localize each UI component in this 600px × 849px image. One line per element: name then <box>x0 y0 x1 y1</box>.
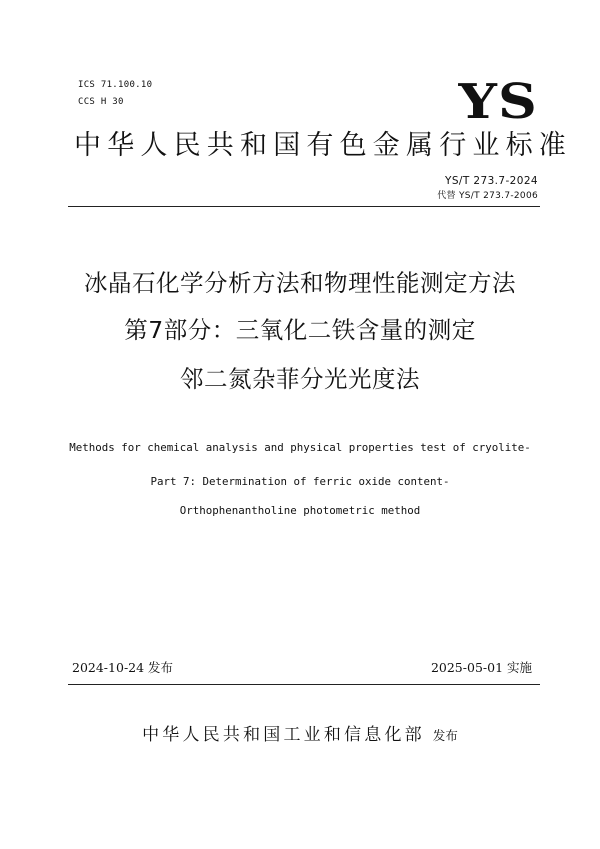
chinese-title-line-2: 第7部分：三氧化二铁含量的测定 <box>124 316 476 344</box>
publisher-line <box>0 724 600 747</box>
english-title-line-1: Methods for chemical analysis and physical properties test of cryolite- <box>69 441 531 454</box>
english-title-line-2: Part 7: Determination of ferric oxide content- <box>150 475 450 488</box>
chinese-title-line-3: 邻二氮杂菲分光光度法 <box>180 365 420 393</box>
top-divider <box>68 206 540 207</box>
english-title-line-3: Orthophenantholine photometric method <box>179 504 421 517</box>
issue-date: 2024-10-24 发布 <box>72 660 174 675</box>
ics-code: ICS 71.100.10 <box>78 80 153 90</box>
ccs-code: CCS H 30 <box>78 97 124 107</box>
publisher-name: 中华人民共和国工业和信息化部 <box>142 725 425 745</box>
replaced-standard: 代替 YS/T 273.7-2006 <box>437 191 538 201</box>
standard-category-title: 中华人民共和国有色金属行业标准 <box>74 130 572 161</box>
chinese-title-line-1: 冰晶石化学分析方法和物理性能测定方法 <box>84 269 516 297</box>
bottom-divider <box>68 684 540 685</box>
publish-action: 发布 <box>432 728 458 743</box>
implementation-date: 2025-05-01 实施 <box>430 660 532 675</box>
ys-logo: YS <box>458 74 538 130</box>
standard-number: YS/T 273.7-2024 <box>445 175 538 187</box>
